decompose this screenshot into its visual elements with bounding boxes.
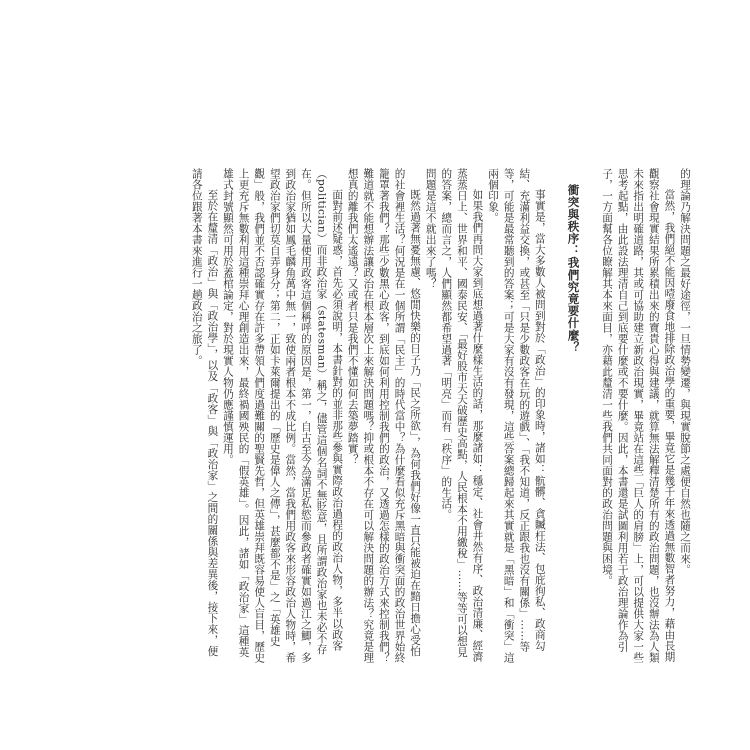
paragraph: 當然，我們絕不能因噎廢食地排除政治學的重要，畢竟它是幾千年來透過無數智者努力，藉由長期觀察社會現實結果所累積出來的寶貴心得與建議，就算無法解釋清楚所有的政治問題，也沒辦法為人類未來指出明確道路，其或可協助建立新政治現實，畢竟站在這些「巨人的肩膀」上，可以提供大家一些思考起點，由此設法理清自己到底要什麼或不要什麼。因此，本書還是試圖利用若干政治理論作為引子，一方面幫各位瞭解其本來面目，亦藉此釐清一些我們共同面對的政治問題與困境。 — [601, 168, 676, 663]
paragraph: 如果我們再問大家到底想過著什麼樣生活的話，那麼諸如：穩定、社會井然有序、政治清廉、經濟蒸蒸日上、世界和平、國泰民安、「最好股市天天破歷史高點，人民根本不用繳稅」……等等可以想見的答案，總而言之，人們顯然都希望過著「明亮」而有「秩序」的生活。 — [440, 168, 484, 663]
section-gap — [586, 168, 598, 663]
vertical-text-body — [60, 168, 692, 663]
paragraph: 的理論乃解決問題之最好途徑，一旦情勢變遷，與現實脫節之處便自然也隨之而來。 — [679, 168, 691, 575]
section-gap — [547, 168, 559, 663]
paragraph: 至於在釐清「政治」與「政治學」，以及「政客」與「政治家」之間的關係與差異後，接下來，便請各位跟著本書來進行一趟政治之旅了。 — [190, 168, 219, 657]
paragraph: 問題是這不就出來了嗎？ — [424, 168, 437, 289]
section-heading: 衝突與秩序：我們究竟要什麼？ — [566, 184, 581, 354]
paragraph: 事實是，當大多數人被問到對於「政治」的印象時，諸如：骯髒、貪贓枉法、包庇徇私、政商勾結、充滿利益交換，或甚至「只是少數政客在玩的遊戲」、「我不知道，反正跟我也沒有關係」……等等，可能是最常聽到的答案；可是大家有沒有發現，這些答案總歸起來其實就是「黑暗」和「衝突」這兩個印象。 — [487, 168, 546, 663]
paragraph: 既然過著無憂無慮、悠閒快樂的日子乃「民之所欲」，為何我們好像一直只能被迫在黯日擔心受怕的社會裡生活？何況是在一個所謂「民主」的時代當中？為什麼看似充斥黑暗與衝突面的政治世界始終籠罩著我們？那些少數黑心政客，到底如何利用控制我們的政治，又透過怎樣的政治方式來控制我們？難道就不能想辦法讓政治在根本層次上來解決問題嗎？抑或根本不存在可以解決問題的辦法？究竟是理想真的離我們太遙遠？又或者只是我們不懂如何去築夢踏實？ — [346, 168, 422, 663]
paragraph: 面對前述疑惑，首先必須說明，本書針對的並非那些參與實際政治過程的政治人物，多半以政客（politician）而非政治家（statesman）稱之，儘管這個名詞不無貶意，且所謂政治家也未必不存在。但所以大量使用政客這個稱呼的原因是，第一，自古至今為滿足私慾而參政者確實如過江之鯽，多到政治家猶如鳳毛麟角萬中無一，致使兩者根本不成比例。當然，當我們用政客來形容政治人物時，希望政治家們切莫自弄身分；第二，正如卡萊爾提出的「歷史是偉人之傳」，甚麼都不是」之「英雄史觀」般，我們並不否認確實存在許多帶領人們度過難關的聖賢先哲，但英雄崇拜既容易使人盲目，歷史上更充斥無數利用這種崇拜心理創造出來，最終禍國殃民的「假英雄」。因此，諸如「政治家」這種英雄式封號顯然可用於蓋棺論定，對於現實人物仍應謹慎運用。 — [221, 168, 344, 663]
